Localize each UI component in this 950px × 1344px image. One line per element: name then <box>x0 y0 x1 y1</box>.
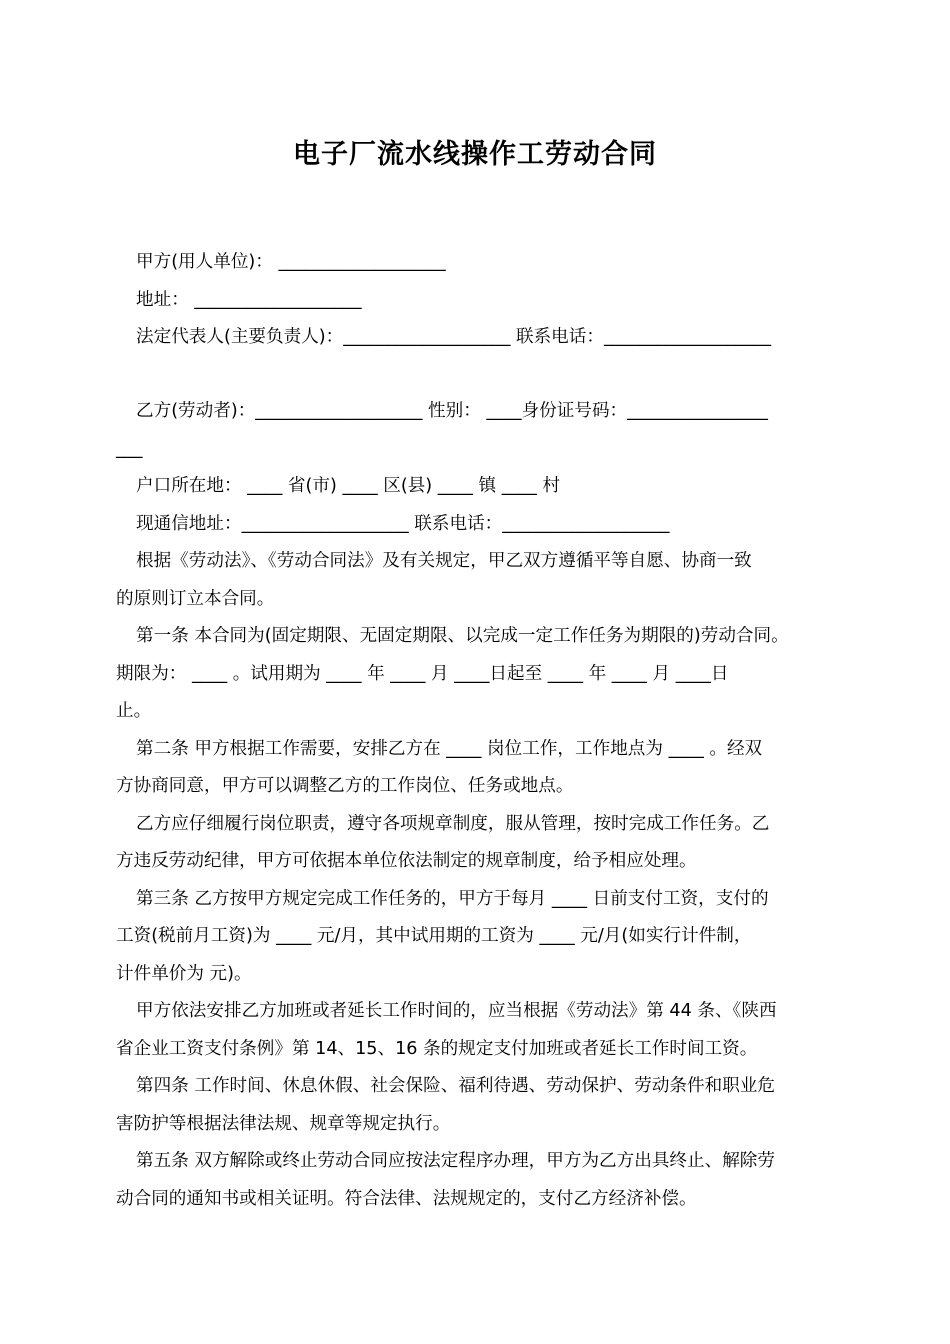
contract-text-line: 第一条 本合同为(固定期限、无固定期限、以完成一定工作任务为期限的)劳动合同。 <box>136 626 789 646</box>
contract-text-line: 第四条 工作时间、休息休假、社会保险、福利待遇、劳动保护、劳动条件和职业危 <box>136 1076 775 1096</box>
contract-text-line: 根据《劳动法》、《劳动合同法》及有关规定，甲乙双方遵循平等自愿、协商一致 <box>136 551 752 571</box>
party-b-contact-line: 现通信地址：___________________ 联系电话：___________________ <box>136 513 670 534</box>
contract-text-line: 工资(税前月工资)为 ____ 元/月，其中试用期的工资为 ____ 元/月(如实行计件制， <box>116 926 752 946</box>
contract-text-line: 第三条 乙方按甲方规定完成工作任务的，甲方于每月 ____ 日前支付工资，支付的 <box>136 888 769 909</box>
party-b-section <box>116 393 842 543</box>
contract-text-line: 省企业工资支付条例》第 14、15、16 条的规定支付加班或者延长工作时间工资。 <box>116 1038 758 1059</box>
contract-text-line: 害防护等根据法律法规、规章等规定执行。 <box>116 1113 451 1134</box>
contract-text-line: 期限为： ____ 。试用期为 ____ 年 ____ 月 ____日起至 ____ 年 ____ 月 ____日 <box>116 663 729 684</box>
party-a-representative-line: 法定代表人(主要负责人)：___________________ 联系电话：___________________ <box>136 327 772 347</box>
contract-text-line: 第二条 甲方根据工作需要，安排乙方在 ____ 岗位工作，工作地点为 ____ 。经双 <box>136 738 763 759</box>
contract-text-line: 的原则订立本合同。 <box>116 588 275 609</box>
party-b-name-line-continued: ___ <box>116 438 143 459</box>
contract-text-line: 方违反劳动纪律，甲方可依据本单位依法制定的规章制度，给予相应处理。 <box>116 851 697 871</box>
contract-text-line: 动合同的通知书或相关证明。符合法律、法规规定的，支付乙方经济补偿。 <box>116 1188 697 1209</box>
party-a-address-line: 地址： ___________________ <box>136 289 362 310</box>
document-title: 电子厂流水线操作工劳动合同 <box>293 139 657 170</box>
contract-text-line: 乙方应仔细履行岗位职责，遵守各项规章制度，服从管理，按时完成工作任务。乙 <box>136 813 770 834</box>
contract-text-line: 止。 <box>116 701 152 721</box>
party-b-name-line: 乙方(劳动者)：___________________ 性别： ____身份证号码：________________ <box>136 401 768 421</box>
party-a-name-line: 甲方(用人单位)： ___________________ <box>136 252 446 272</box>
party-a-section <box>116 244 842 357</box>
contract-clauses <box>116 543 842 1218</box>
party-b-hukou-line: 户口所在地： ____ 省(市) ____ 区(县) ____ 镇 ____ 村 <box>136 476 561 496</box>
contract-text-line: 甲方依法安排乙方加班或者延长工作时间的，应当根据《劳动法》第 44 条、《陕西 <box>136 1001 777 1021</box>
contract-text-line: 第五条 双方解除或终止劳动合同应按法定程序办理，甲方为乙方出具终止、解除劳 <box>136 1151 775 1171</box>
contract-text-line: 计件单价为 元)。 <box>116 963 252 984</box>
contract-text-line: 方协商同意，甲方可以调整乙方的工作岗位、任务或地点。 <box>116 776 574 796</box>
